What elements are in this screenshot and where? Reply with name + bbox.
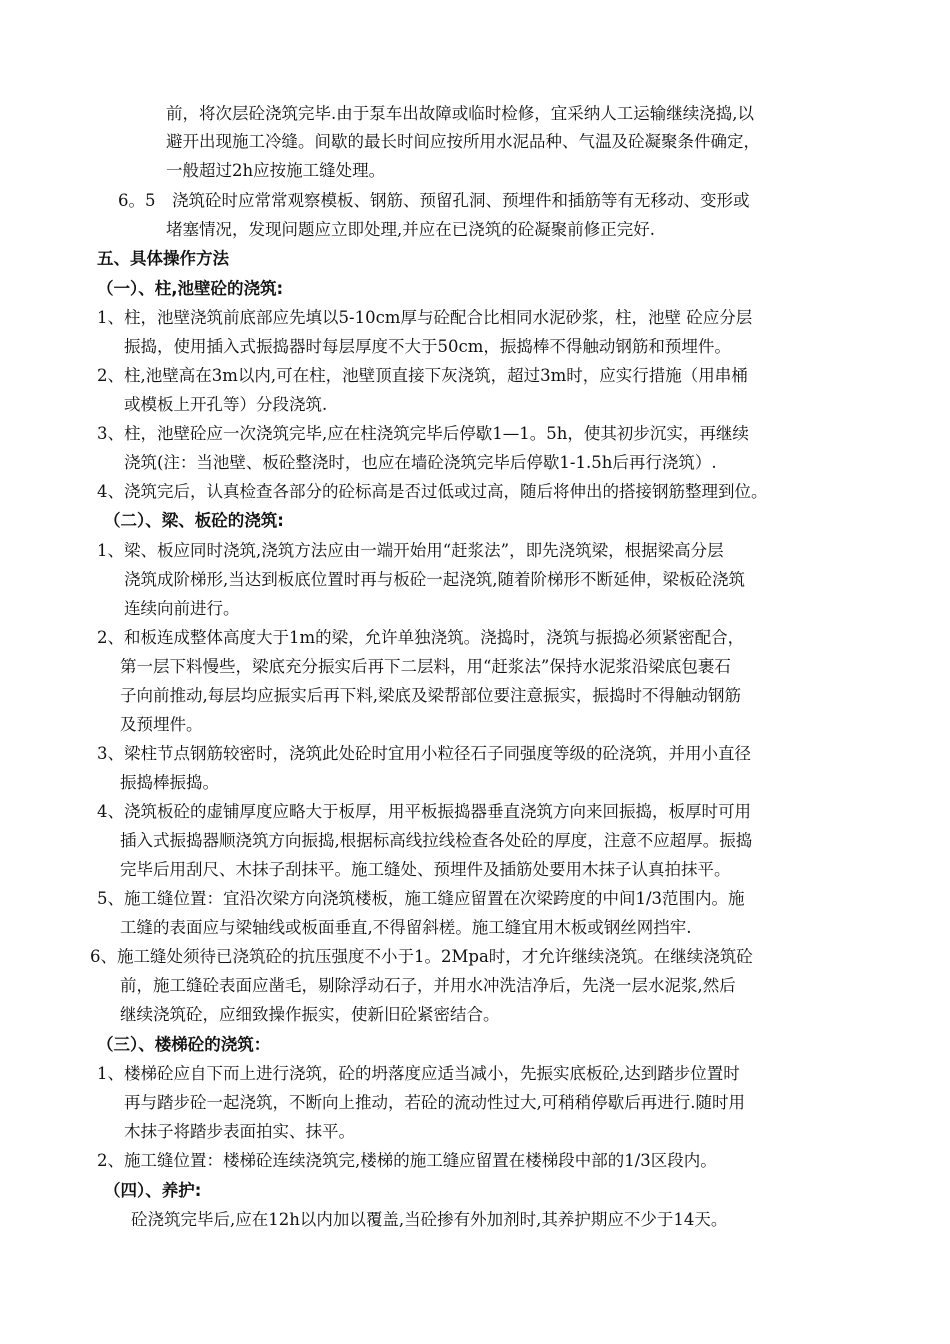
- paragraph-line: 子向前推动,每层均应振实后再下料,梁底及梁帮部位要注意振实，振捣时不得触动钢筋: [120, 686, 741, 705]
- paragraph-line: 6。5 浇筑砼时应常常观察模板、钢筋、预留孔洞、预埋件和插筋等有无移动、变形或: [118, 191, 750, 210]
- paragraph-line: 1、柱，池壁浇筑前底部应先填以5-10cm厚与砼配合比相同水泥砂浆，柱，池壁 砼应分层: [97, 308, 753, 327]
- paragraph-line: 振捣棒振捣。: [120, 773, 219, 792]
- paragraph-line: 3、柱，池壁砼应一次浇筑完毕,应在柱浇筑完毕后停歇1—1。5h，使其初步沉实，再继续: [97, 424, 749, 443]
- paragraph-line: 完毕后用刮尺、木抹子刮抹平。施工缝处、预埋件及插筋处要用木抹子认真拍抹平。: [120, 860, 731, 879]
- paragraph-line: 连续向前进行。: [124, 599, 240, 618]
- paragraph-line: 2、和板连成整体高度大于1m的梁，允许单独浇筑。浇捣时，浇筑与振捣必须紧密配合，: [97, 628, 745, 647]
- paragraph-line: 振捣，使用插入式振捣器时每层厚度不大于50cm，振捣棒不得触动钢筋和预埋件。: [124, 337, 731, 356]
- paragraph-line: 一般超过2h应按施工缝处理。: [166, 161, 386, 180]
- paragraph-line: 浇筑(注：当池壁、板砼整浇时，也应在墙砼浇筑完毕后停歇1-1.5h后再行浇筑）.: [124, 453, 717, 472]
- paragraph-line: 6、施工缝处须待已浇筑砼的抗压强度不小于1。2Mpa时，才允许继续浇筑。在继续浇筑砼: [90, 947, 753, 966]
- paragraph-line: 砼浇筑完毕后,应在12h以内加以覆盖,当砼掺有外加剂时,其养护期应不少于14天。: [131, 1210, 728, 1229]
- paragraph-line: 1、楼梯砼应自下而上进行浇筑，砼的坍落度应适当减小，先振实底板砼,达到踏步位置时: [97, 1064, 740, 1083]
- paragraph-line: 继续浇筑砼，应细致操作振实，使新旧砼紧密结合。: [120, 1005, 500, 1024]
- paragraph-line: 5、施工缝位置：宜沿次梁方向浇筑楼板，施工缝应留置在次梁跨度的中间1/3范围内。施: [97, 889, 745, 908]
- paragraph-line: 4、浇筑完后，认真检查各部分的砼标高是否过低或过高，随后将伸出的搭接钢筋整理到位。: [97, 482, 768, 501]
- paragraph-line: 3、梁柱节点钢筋较密时，浇筑此处砼时宜用小粒径石子同强度等级的砼浇筑，并用小直径: [97, 744, 751, 763]
- paragraph-line: 4、浇筑板砼的虚铺厚度应略大于板厚，用平板振捣器垂直浇筑方向来回振捣，板厚时可用: [97, 802, 751, 821]
- paragraph-line: 第一层下料慢些，梁底充分振实后再下二层料，用“赶浆法”保持水泥浆沿梁底包裹石: [120, 657, 731, 676]
- paragraph-line: 堵塞情况，发现问题应立即处理,并应在已浇筑的砼凝聚前修正完好.: [166, 220, 655, 239]
- section-heading: 五、具体操作方法: [97, 249, 229, 268]
- paragraph-line: 再与踏步砼一起浇筑，不断向上推动，若砼的流动性过大,可稍稍停歇后再进行.随时用: [124, 1093, 745, 1112]
- paragraph-line: 工缝的表面应与梁轴线或板面垂直,不得留斜槎。施工缝宜用木板或钢丝网挡牢.: [120, 918, 692, 937]
- paragraph-line: 2、施工缝位置：楼梯砼连续浇筑完,楼梯的施工缝应留置在楼梯段中部的1/3区段内。: [97, 1151, 717, 1170]
- subsection-heading: （四）、养护:: [104, 1181, 202, 1200]
- paragraph-line: 插入式振捣器顺浇筑方向振捣,根据标高线拉线检查各处砼的厚度，注意不应超厚。振捣: [120, 831, 753, 850]
- subsection-heading: （二）、梁、板砼的浇筑:: [104, 511, 284, 530]
- paragraph-line: 避开出现施工冷缝。间歇的最长时间应按所用水泥品种、气温及砼凝聚条件确定，: [166, 132, 760, 151]
- paragraph-line: 1、梁、板应同时浇筑,浇筑方法应由一端开始用“赶浆法”，即先浇筑梁，根据梁高分层: [97, 541, 724, 560]
- paragraph-line: 前，施工缝砼表面应凿毛，剔除浮动石子，并用水冲洗洁净后，先浇一层水泥浆,然后: [120, 976, 736, 995]
- paragraph-line: 2、柱,池壁高在3m以内,可在柱，池壁顶直接下灰浇筑，超过3m时，应实行措施（用串桶: [97, 366, 748, 385]
- subsection-heading: （一）、柱,池壁砼的浇筑:: [97, 279, 284, 298]
- paragraph-line: 前，将次层砼浇筑完毕.由于泵车出故障或临时检修，宜采纳人工运输继续浇捣,以: [166, 104, 754, 123]
- paragraph-line: 及预埋件。: [120, 715, 203, 734]
- subsection-heading: （三）、楼梯砼的浇筑：: [97, 1035, 271, 1054]
- paragraph-line: 浇筑成阶梯形,当达到板底位置时再与板砼一起浇筑,随着阶梯形不断延伸，梁板砼浇筑: [124, 570, 745, 589]
- paragraph-line: 或模板上开孔等）分段浇筑.: [124, 395, 328, 414]
- paragraph-line: 木抹子将踏步表面拍实、抹平。: [124, 1122, 355, 1141]
